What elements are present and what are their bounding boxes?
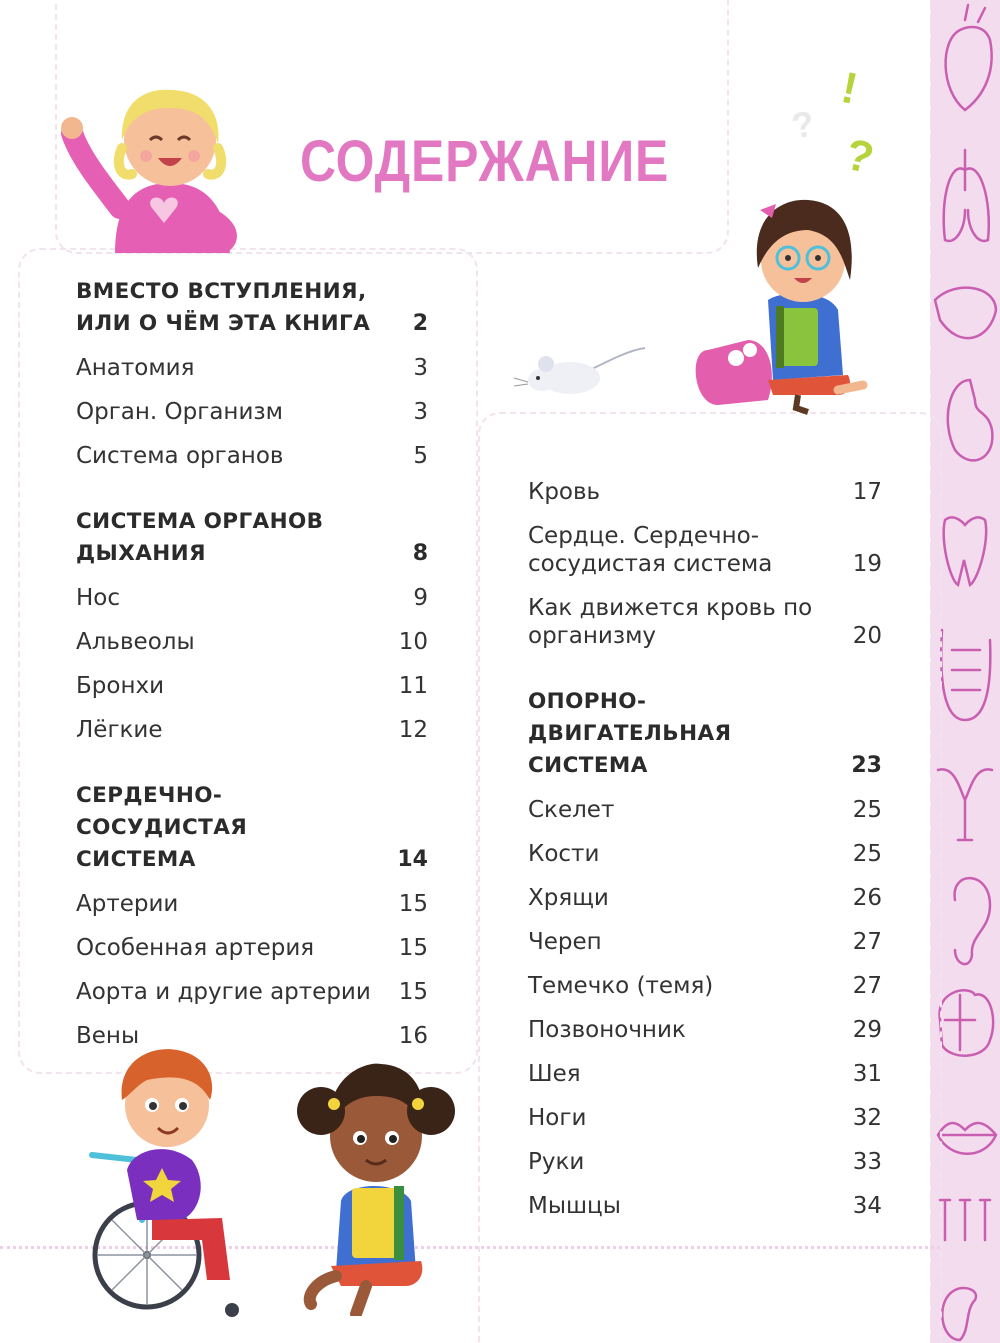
toc-item[interactable] bbox=[528, 478, 882, 506]
toc-item-title: Анатомия bbox=[76, 355, 195, 381]
toc-item[interactable] bbox=[528, 1192, 882, 1220]
toc-item[interactable] bbox=[76, 354, 428, 382]
toc-section-title: СИСТЕМА ОРГАНОВ ДЫХАНИЯ bbox=[76, 509, 324, 566]
toc-item-title: Как движется кровь по организму bbox=[528, 595, 813, 649]
toc-item[interactable] bbox=[528, 796, 882, 824]
toc-page-number: 17 bbox=[852, 479, 882, 505]
toc-page-number: 8 bbox=[412, 541, 428, 566]
toc-item[interactable] bbox=[76, 1022, 428, 1050]
toc-page-number: 19 bbox=[852, 551, 882, 577]
toc-page-number: 3 bbox=[413, 399, 428, 425]
toc-item-title: Артерии bbox=[76, 891, 179, 917]
toc-item-title: Череп bbox=[528, 929, 602, 955]
toc-section-musculoskeletal[interactable] bbox=[528, 686, 882, 782]
toc-page-number: 15 bbox=[398, 935, 428, 961]
question-mark-small-decoration: ? bbox=[788, 102, 818, 147]
toc-section-title: ВМЕСТО ВСТУПЛЕНИЯ, ИЛИ О ЧЁМ ЭТА КНИГА bbox=[76, 279, 371, 336]
bone-icon bbox=[940, 1200, 990, 1240]
toc-item-title: Сердце. Сердечно-сосудистая система bbox=[528, 523, 773, 577]
toc-item-title: Особенная артерия bbox=[76, 935, 315, 961]
toc-item-title: Нос bbox=[76, 585, 121, 611]
toc-item[interactable] bbox=[76, 628, 428, 656]
toc-item-title: Система органов bbox=[76, 443, 284, 469]
toc-item[interactable] bbox=[76, 716, 428, 744]
lungs-icon bbox=[944, 150, 989, 241]
toc-item[interactable] bbox=[76, 584, 428, 612]
toc-page-number: 3 bbox=[413, 355, 428, 381]
toc-page-number: 15 bbox=[398, 891, 428, 917]
toc-item-title: Кровь bbox=[528, 479, 601, 505]
toc-item-title: Лёгкие bbox=[76, 717, 163, 743]
toc-section-title: ОПОРНО-ДВИГАТЕЛЬНАЯ СИСТЕМА bbox=[528, 689, 732, 778]
toc-page-number: 10 bbox=[398, 629, 428, 655]
intestine-icon bbox=[941, 630, 990, 720]
toc-item-title: Скелет bbox=[528, 797, 615, 823]
toc-page-number: 33 bbox=[852, 1149, 882, 1175]
mouse-illustration bbox=[510, 340, 650, 410]
toc-item[interactable] bbox=[528, 522, 882, 578]
toc-page-number: 12 bbox=[398, 717, 428, 743]
toc-item[interactable] bbox=[528, 840, 882, 868]
heart-organ-icon bbox=[946, 5, 992, 110]
toc-item[interactable] bbox=[76, 442, 428, 470]
toc-item[interactable] bbox=[528, 884, 882, 912]
waving-girl-illustration bbox=[60, 78, 250, 253]
toc-section-title: СЕРДЕЧНО-СОСУДИСТАЯ СИСТЕМА bbox=[76, 783, 248, 872]
toc-page-number: 32 bbox=[852, 1105, 882, 1131]
toc-page-number: 11 bbox=[398, 673, 428, 699]
toc-item[interactable] bbox=[528, 928, 882, 956]
toc-section-respiratory[interactable] bbox=[76, 506, 428, 570]
toc-section-intro[interactable] bbox=[76, 276, 428, 340]
toc-item[interactable] bbox=[76, 934, 428, 962]
toc-right-column bbox=[528, 478, 882, 1236]
toc-item[interactable] bbox=[528, 972, 882, 1000]
toc-page-number: 25 bbox=[852, 797, 882, 823]
toc-page-number: 27 bbox=[852, 973, 882, 999]
toc-item[interactable] bbox=[76, 398, 428, 426]
curly-girl-with-book-illustration bbox=[286, 1056, 466, 1316]
toc-item-title: Альвеолы bbox=[76, 629, 195, 655]
stomach-icon bbox=[948, 380, 993, 460]
toc-page-number: 29 bbox=[852, 1017, 882, 1043]
liver-icon bbox=[935, 288, 996, 338]
toc-item-title: Кости bbox=[528, 841, 600, 867]
toc-item[interactable] bbox=[76, 672, 428, 700]
toc-item[interactable] bbox=[76, 890, 428, 918]
toc-page-number: 2 bbox=[412, 311, 428, 336]
uterus-icon bbox=[938, 769, 992, 840]
toc-page-number: 26 bbox=[852, 885, 882, 911]
toc-page-number: 25 bbox=[852, 841, 882, 867]
toc-item[interactable] bbox=[528, 1016, 882, 1044]
brain-icon bbox=[940, 990, 994, 1055]
exclamation-mark-decoration: ! bbox=[837, 63, 862, 114]
page-title: СОДЕРЖАНИЕ bbox=[300, 129, 670, 194]
toc-page-number: 31 bbox=[852, 1061, 882, 1087]
toc-item-title: Ноги bbox=[528, 1105, 587, 1131]
toc-page-number: 15 bbox=[398, 979, 428, 1005]
question-mark-big-decoration: ? bbox=[840, 129, 879, 184]
kidney-icon bbox=[942, 1288, 976, 1340]
toc-left-column bbox=[76, 276, 428, 1066]
boy-in-wheelchair-illustration bbox=[82, 1040, 272, 1330]
tooth-icon bbox=[944, 517, 987, 585]
toc-item-title: Темечко (темя) bbox=[528, 973, 714, 999]
toc-item[interactable] bbox=[528, 1060, 882, 1088]
toc-item[interactable] bbox=[528, 1104, 882, 1132]
toc-item-title: Мышцы bbox=[528, 1193, 621, 1219]
ear-icon bbox=[955, 878, 990, 964]
toc-item-title: Аорта и другие артерии bbox=[76, 979, 371, 1005]
toc-page-number: 34 bbox=[852, 1193, 882, 1219]
girl-with-backpack-illustration bbox=[688, 190, 878, 415]
toc-page-number: 9 bbox=[413, 585, 428, 611]
toc-item-title: Вены bbox=[76, 1023, 140, 1049]
toc-page-number: 5 bbox=[413, 443, 428, 469]
toc-section-cardiovascular[interactable] bbox=[76, 780, 428, 876]
toc-item-title: Позвоночник bbox=[528, 1017, 686, 1043]
toc-item-title: Бронхи bbox=[76, 673, 165, 699]
toc-item[interactable] bbox=[528, 594, 882, 650]
toc-item-title: Хрящи bbox=[528, 885, 609, 911]
toc-item-title: Шея bbox=[528, 1061, 581, 1087]
toc-page-number: 20 bbox=[852, 623, 882, 649]
toc-item-title: Руки bbox=[528, 1149, 585, 1175]
toc-page-number: 16 bbox=[398, 1023, 428, 1049]
lips-icon bbox=[938, 1123, 996, 1154]
toc-item[interactable] bbox=[528, 1148, 882, 1176]
toc-page-number: 14 bbox=[397, 847, 428, 872]
toc-item[interactable] bbox=[76, 978, 428, 1006]
toc-page-number: 23 bbox=[851, 753, 882, 778]
toc-item-title: Орган. Организм bbox=[76, 399, 283, 425]
toc-page-number: 27 bbox=[852, 929, 882, 955]
